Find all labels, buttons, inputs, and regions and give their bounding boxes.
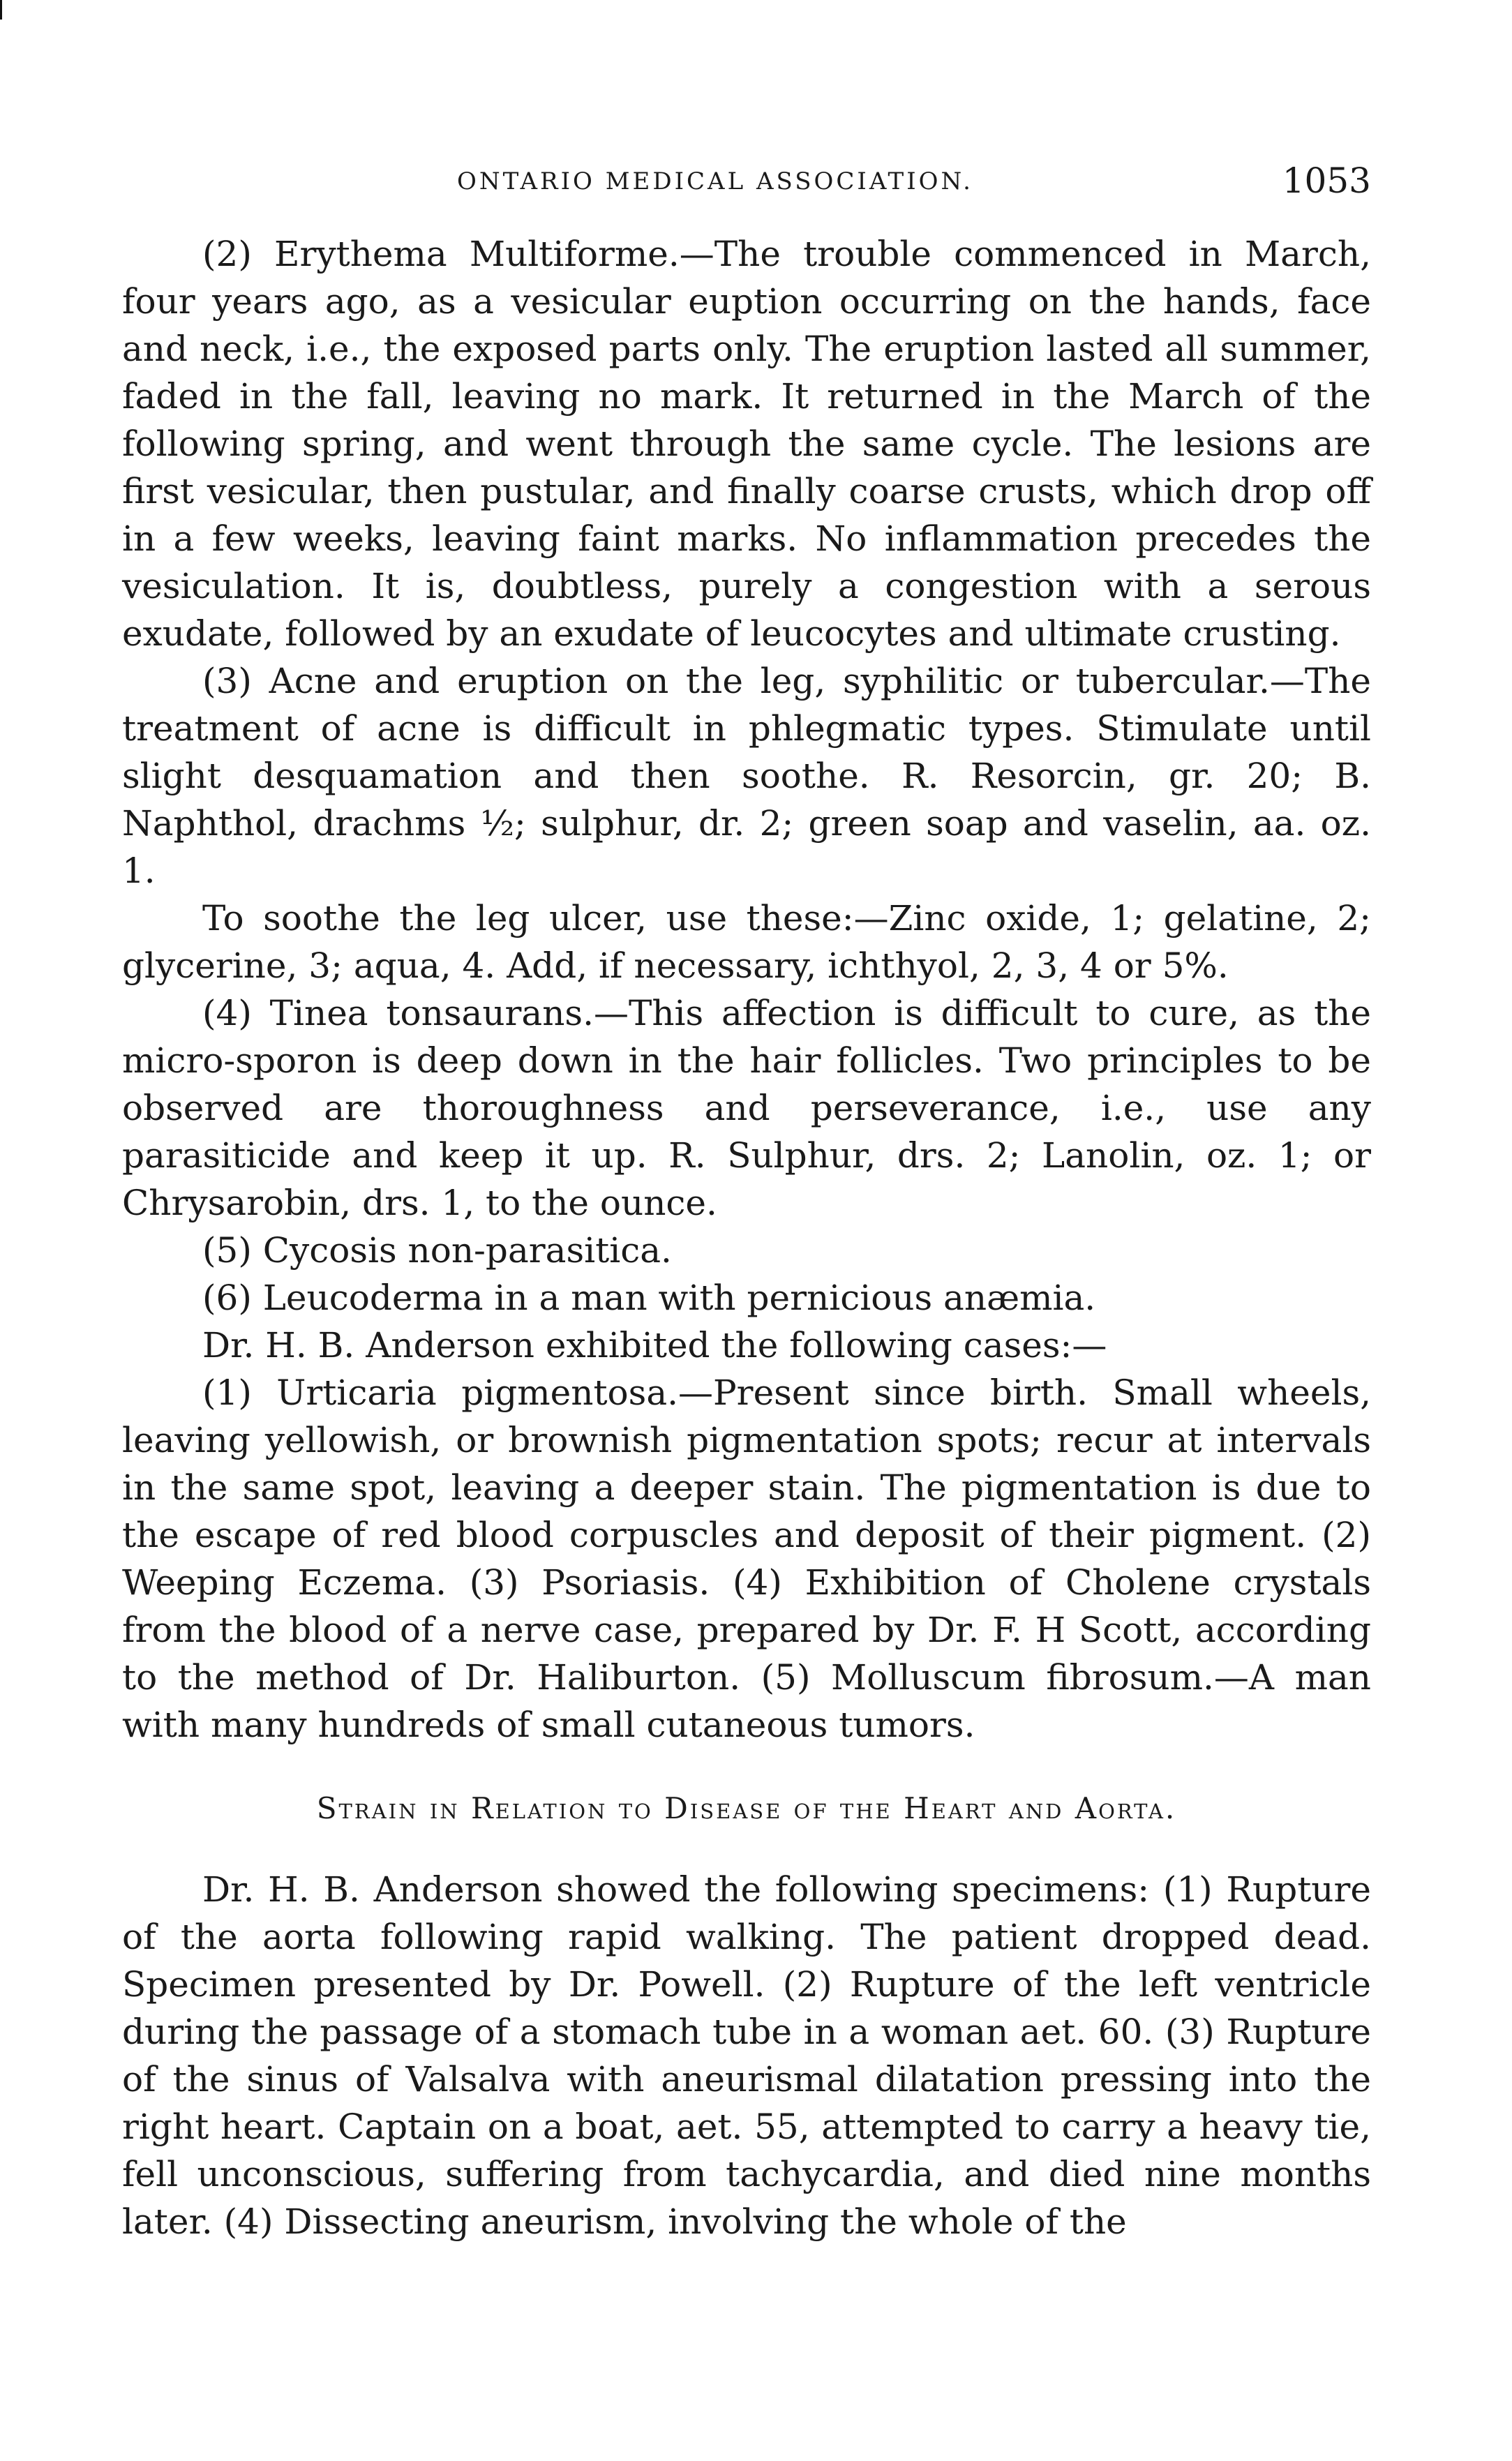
paragraph-acne: (3) Acne and eruption on the leg, syphilitic or tubercular.—The treatment of acne is difficult in phlegmatic types. Stimulate until slight desquamation and then soothe. R. Resorcin, gr. 20; B. Naphthol, drachms ½; sulphur, dr. 2; green soap and vaselin, aa. oz. 1. (122, 661, 1371, 891)
paragraph-erythema: (2) Erythema Multiforme.—The trouble commenced in March, four years ago, as a vesicular euption occurring on the hands, face and neck, i.e., the exposed parts only. The eruption lasted all summer, faded in the fall, leaving no mark. It returned in the March of the following spring, and went through the same cycle. The lesions are first vesicular, then pustular, and finally coarse crusts, which drop off in a few weeks, leaving faint marks. No inflammation precedes the vesiculation. It is, doubtless, purely a congestion with a serous exudate, followed by an exudate of leucocytes and ultimate crusting. (122, 234, 1371, 654)
section-heading: Strain in Relation to Disease of the Heart and Aorta. (316, 1791, 1177, 1825)
paragraph-specimens: Dr. H. B. Anderson showed the following specimens: (1) Rupture of the aorta following rapid walking. The patient dropped dead. Specimen presented by Dr. Powell. (2) Rupture of the left ventricle during the passage of a stomach tube in a woman aet. 60. (3) Rupture of the sinus of Valsalva with aneurismal dilatation pressing into the right heart. Captain on a boat, aet. 55, attempted to carry a heavy tie, fell unconscious, suffering from tachycardia, and died nine months later. (4) Dissecting aneurism, involving the whole of the (122, 1869, 1371, 2242)
body-text (122, 230, 1371, 2245)
page-number: 1053 (1282, 160, 1371, 201)
scan-edge-mark (0, 0, 2, 20)
paragraph-leucoderma: (6) Leucoderma in a man with pernicious anæmia. (202, 1278, 1096, 1318)
paragraph-cycosis: (5) Cycosis non-parasitica. (202, 1230, 672, 1271)
running-title: ONTARIO MEDICAL ASSOCIATION. (457, 167, 973, 195)
paragraph-urticaria: (1) Urticaria pigmentosa.—Present since birth. Small wheels, leaving yellowish, or brownish pigmentation spots; recur at intervals in the same spot, leaving a deeper stain. The pigmentation is due to the escape of red blood corpuscles and deposit of their pigment. (2) Weeping Eczema. (3) Psoriasis. (4) Exhibition of Cholene crystals from the blood of a nerve case, prepared by Dr. F. H Scott, according to the method of Dr. Haliburton. (5) Molluscum fibrosum.—A man with many hundreds of small cutaneous tumors. (122, 1372, 1371, 1745)
paragraph-anderson-cases: Dr. H. B. Anderson exhibited the following cases:— (202, 1325, 1107, 1366)
paragraph-tinea: (4) Tinea tonsaurans.—This affection is difficult to cure, as the micro-sporon is deep down in the hair follicles. Two principles to be observed are thoroughness and perseverance, i.e., use any parasiticide and keep it up. R. Sulphur, drs. 2; Lanolin, oz. 1; or Chrysarobin, drs. 1, to the ounce. (122, 993, 1371, 1223)
paragraph-leg-ulcer: To soothe the leg ulcer, use these:—Zinc oxide, 1; gelatine, 2; glycerine, 3; aqua, 4. Add, if necessary, ichthyol, 2, 3, 4 or 5%. (122, 898, 1371, 986)
page-header (122, 140, 1371, 201)
